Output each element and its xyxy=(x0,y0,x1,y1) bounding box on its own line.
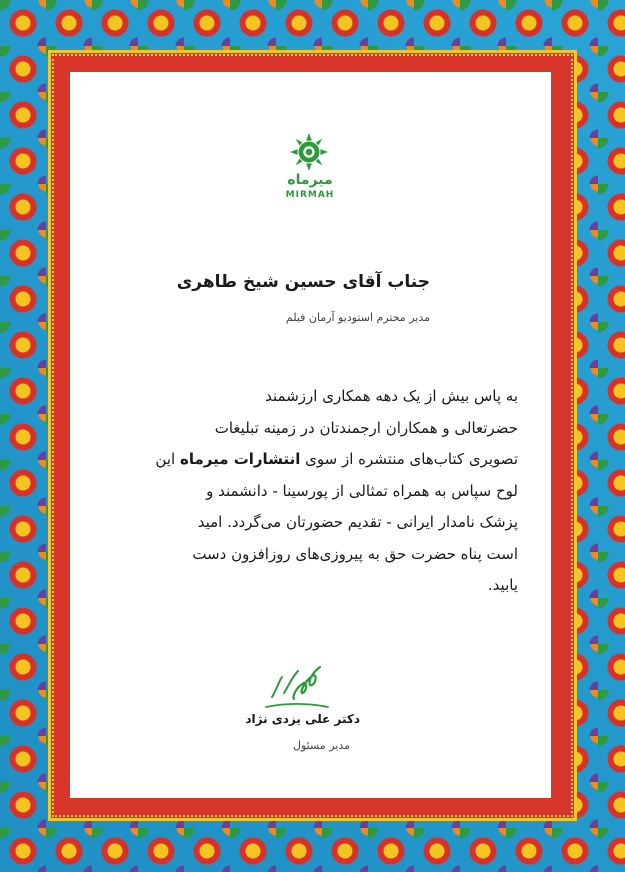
signer-role: مدیر مسئول xyxy=(293,739,350,752)
body-line-2: حضرتعالی و همکاران ارجمندتان در زمینه تبلیغات xyxy=(214,418,518,437)
body-line-6: است پناه حضرت حق به پیروزی‌های روزافزون دست xyxy=(192,544,518,563)
handwritten-signature-icon xyxy=(262,663,332,713)
body-line-3 xyxy=(108,444,518,476)
logo-text-fa: میرماه xyxy=(287,172,333,188)
logo-text-en: MIRMAH xyxy=(285,190,335,200)
body-line-3-end: این xyxy=(155,450,176,468)
body-line-4: لوح سپاس به همراه تمثالی از پورسینا - دانشمند و xyxy=(206,481,518,500)
body-line-1: به پاس بیش از یک دهه همکاری ارزشمند xyxy=(265,387,518,405)
sun-emblem-icon xyxy=(290,133,328,171)
signer-name: دکتر علی یزدی نژاد xyxy=(245,712,360,726)
body-line-7: یابید. xyxy=(487,576,518,594)
body-line-3-start: تصویری کتاب‌های منتشره از سوی xyxy=(305,450,518,468)
body-line-5: پزشک نامدار ایرانی - تقدیم حضورتان می‌گردد. امید xyxy=(197,513,518,531)
publisher-name-bold: انتشارات میرماه xyxy=(179,450,301,468)
recipient-name: جناب آقای حسین شیخ طاهری xyxy=(176,272,430,292)
publisher-logo xyxy=(284,127,336,207)
appreciation-text xyxy=(108,381,518,602)
recipient-title: مدیر محترم استودیو آرمان فیلم xyxy=(285,311,430,324)
